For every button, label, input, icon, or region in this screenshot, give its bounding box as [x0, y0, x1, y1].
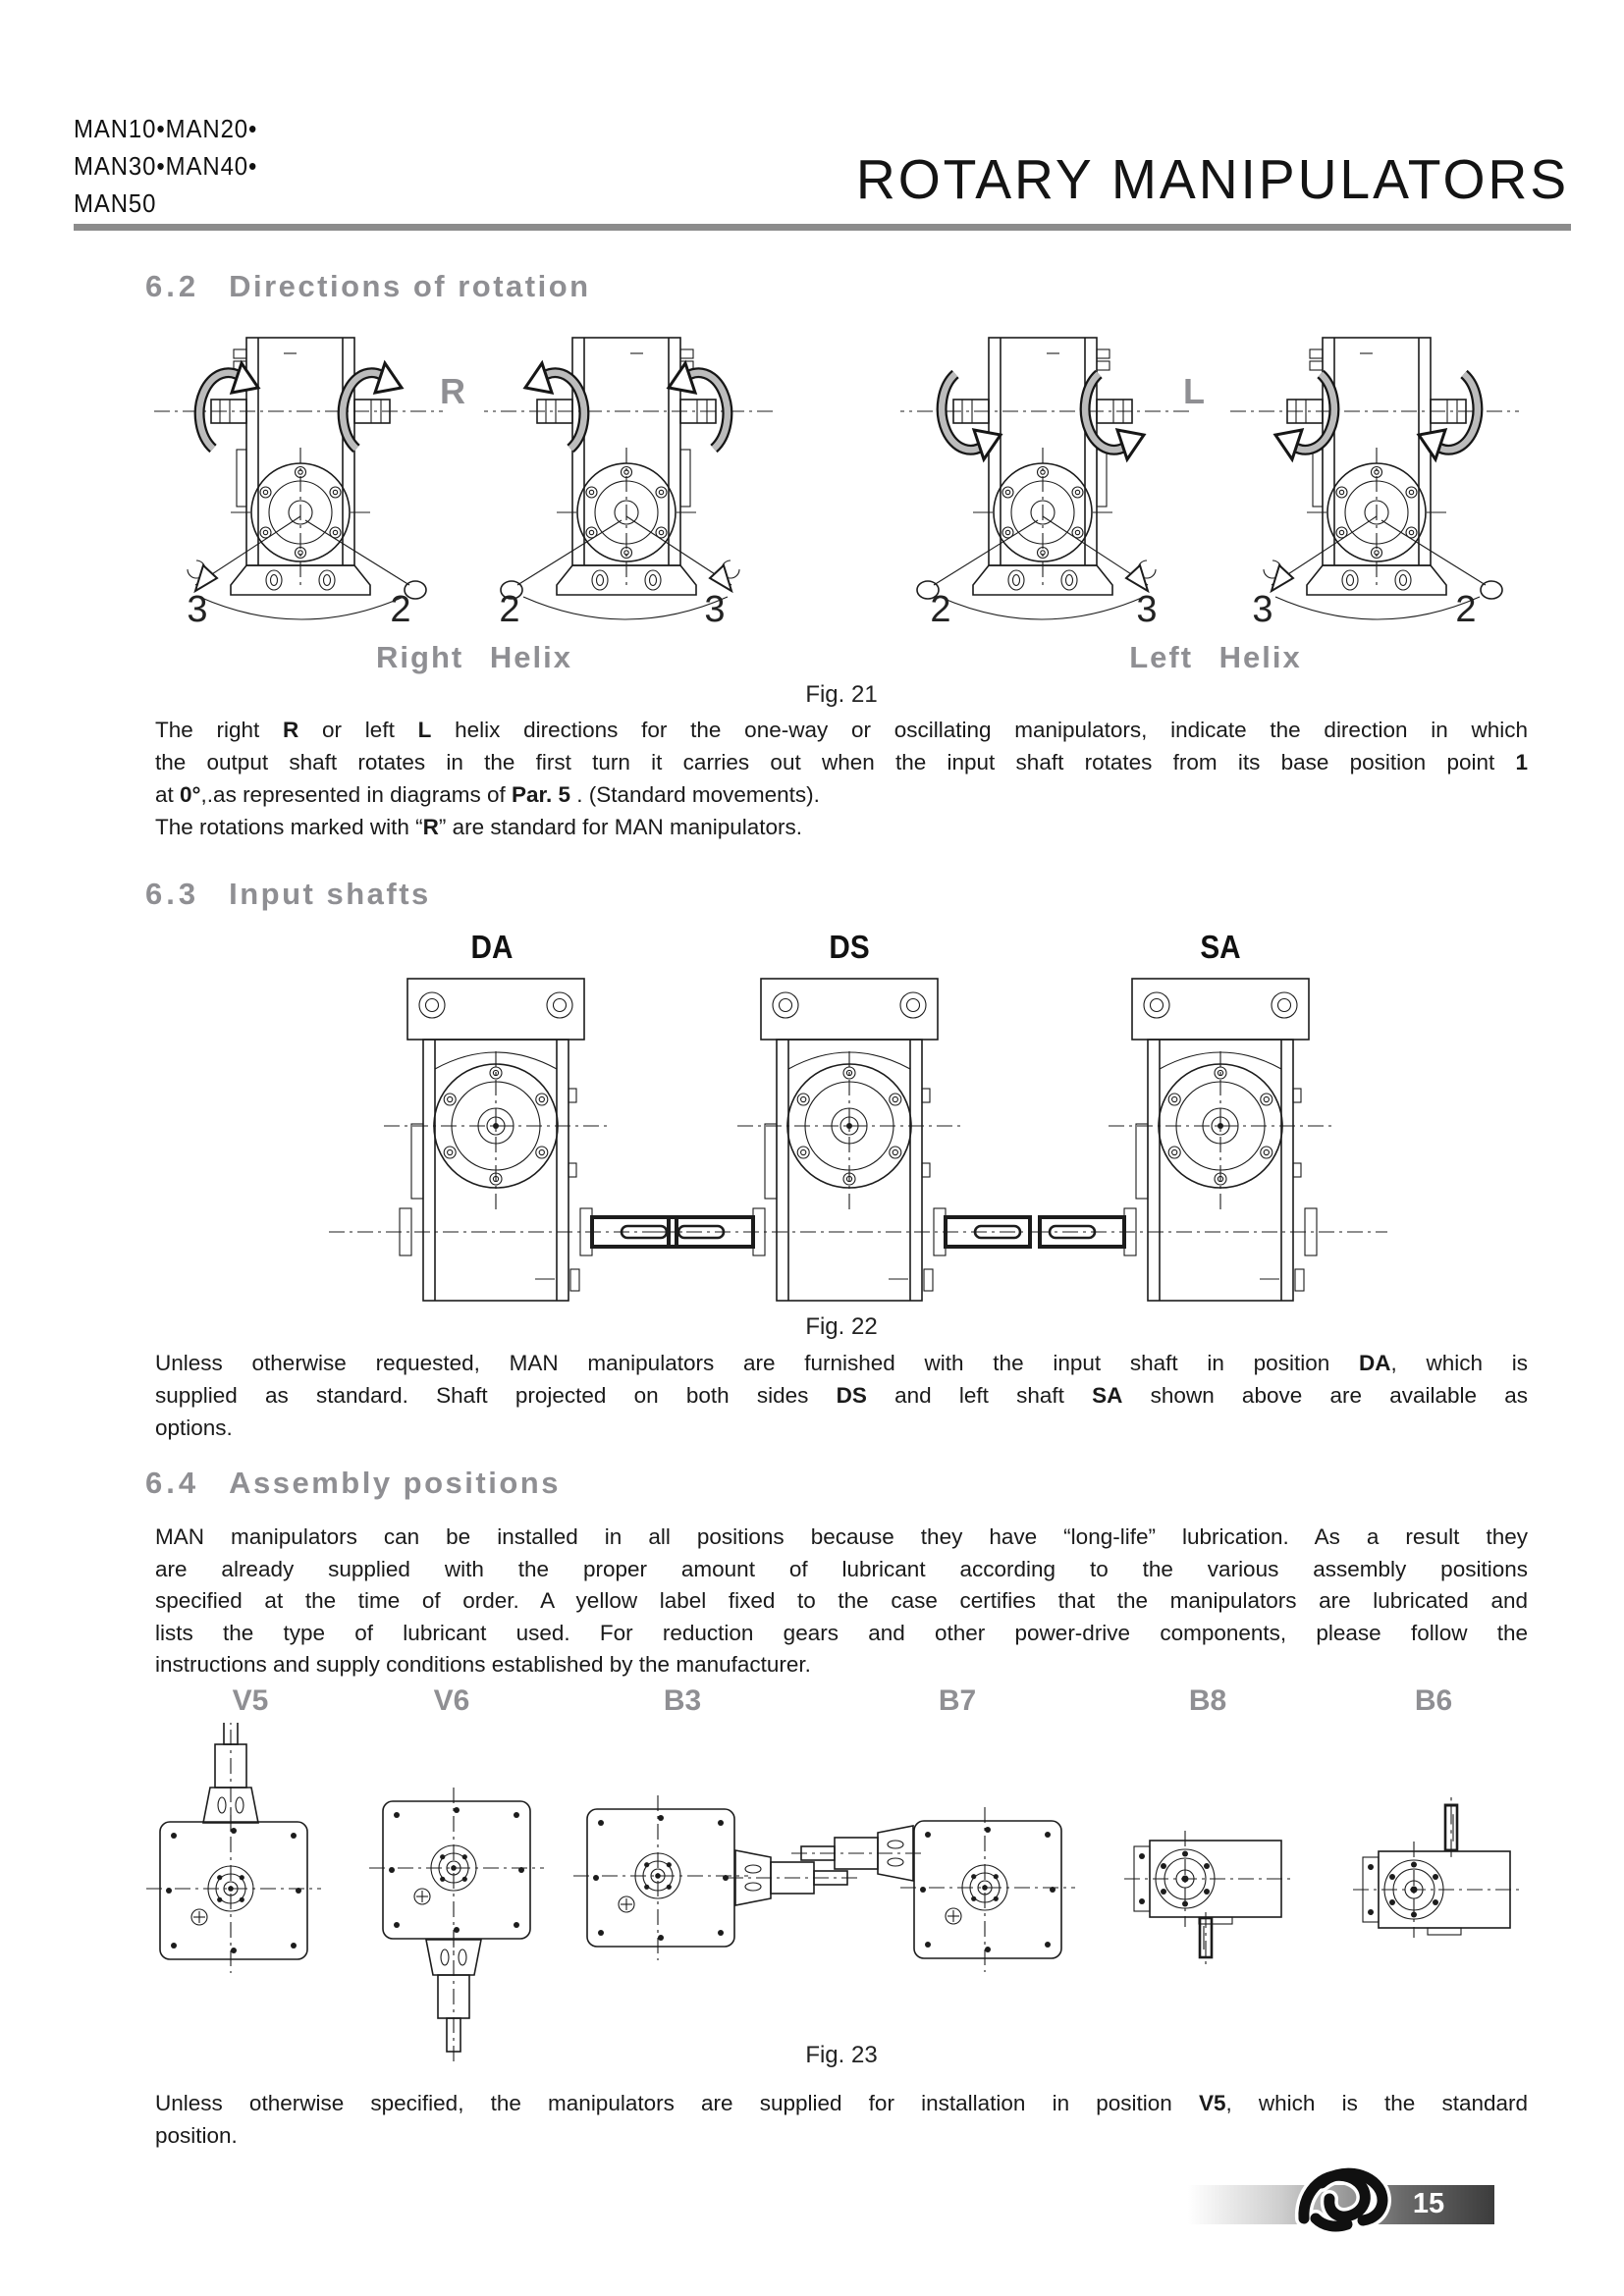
fig21-point-number: 3 — [1252, 589, 1273, 630]
position-label-b6: B6 — [1414, 1684, 1453, 1717]
position-label-v6: V6 — [433, 1684, 470, 1717]
paragraph-line: MAN manipulators can be installed in all positions because they have “long-life” lubrication. As a result they — [155, 1524, 1528, 1549]
section-title: Directions of rotation — [229, 269, 591, 303]
paragraph-fig22 — [155, 1347, 1528, 1444]
paragraph-line: Unless otherwise specified, the manipulators are supplied for installation in position V5, which is the standard — [155, 2091, 1529, 2115]
paragraph-line: The right R or left L helix directions for the one-way or oscillating manipulators, indicate the direction in which — [155, 718, 1529, 742]
left-helix-label: Left Helix — [1129, 640, 1302, 674]
paragraph-line: lists the type of lubricant used. For reduction gears and other power-drive components, please follow the — [155, 1620, 1528, 1645]
paragraph-line: the output shaft rotates in the first turn it carries out when the input shaft rotates from its base position point 1 — [155, 750, 1528, 774]
right-helix-label: Right Helix — [376, 640, 572, 674]
page-title: ROTARY MANIPULATORS — [855, 148, 1569, 211]
fig23-assembly-positions-drawing — [79, 1723, 1551, 2066]
fig23-caption: Fig. 23 — [805, 2042, 878, 2068]
paragraph-assembly — [155, 1522, 1528, 1682]
position-label-v5: V5 — [232, 1684, 269, 1717]
fig21-point-number: 3 — [1136, 589, 1158, 630]
position-label-b3: B3 — [663, 1684, 702, 1717]
paragraph-line: options. — [155, 1415, 233, 1440]
paragraph-line: The rotations marked with “R” are standard for MAN manipulators. — [155, 815, 803, 839]
right-helix-r-label: R — [440, 371, 465, 411]
left-helix-l-label: L — [1183, 371, 1205, 411]
paragraph-line: Unless otherwise requested, MAN manipulators are furnished with the input shaft in position DA, which is — [155, 1351, 1528, 1375]
fig21-unit4-drawing — [1213, 324, 1537, 633]
model-list — [74, 110, 257, 222]
section-title: Input shafts — [229, 877, 431, 911]
page-number: 15 — [1412, 2188, 1445, 2219]
fig21-point-number: 2 — [930, 589, 951, 630]
section-title: Assembly positions — [229, 1466, 561, 1500]
input-shaft-label-ds: DS — [829, 929, 870, 965]
section-heading-6-3 — [145, 877, 431, 912]
fig22-caption: Fig. 22 — [805, 1313, 878, 1340]
paragraph-line: at 0°,.as represented in diagrams of Par. 5 . (Standard movements). — [155, 782, 820, 807]
paragraph-fig23 — [155, 2087, 1528, 2152]
paragraph-line: instructions and supply conditions established by the manufacturer. — [155, 1652, 811, 1677]
fig21-point-number: 3 — [187, 589, 208, 630]
fig21-point-number: 2 — [499, 589, 520, 630]
model-line-3: MAN50 — [74, 188, 157, 218]
position-label-b8: B8 — [1188, 1684, 1227, 1717]
fig21-unit2-drawing — [466, 324, 790, 633]
fig21-point-number: 2 — [1455, 589, 1477, 630]
paragraph-line: specified at the time of order. A yellow label fixed to the case certifies that the manipulators are lubricated and — [155, 1588, 1528, 1613]
model-line-2: MAN30•MAN40• — [74, 151, 258, 181]
fig22-ds-drawing — [653, 974, 1046, 1308]
fig21-unit1-drawing — [136, 324, 460, 633]
paragraph-line: supplied as standard. Shaft projected on both sides DS and left shaft SA shown above are available as — [155, 1383, 1529, 1408]
paragraph-fig21 — [155, 714, 1528, 843]
header-rule — [74, 224, 1571, 231]
fig21-point-number: 3 — [704, 589, 726, 630]
brand-logo-icon — [1288, 2156, 1396, 2238]
input-shaft-label-sa: SA — [1200, 929, 1241, 965]
paragraph-line: position. — [155, 2123, 238, 2148]
section-heading-6-4 — [145, 1466, 561, 1501]
fig21-point-number: 2 — [390, 589, 411, 630]
fig21-caption: Fig. 21 — [805, 681, 878, 708]
section-heading-6-2 — [145, 269, 591, 304]
section-number: 6.3 — [145, 877, 200, 911]
fig21-unit3-drawing — [883, 324, 1207, 633]
input-shaft-label-da: DA — [470, 929, 514, 965]
paragraph-line: are already supplied with the proper amount of lubricant according to the various assembly positions — [155, 1556, 1528, 1581]
section-number: 6.2 — [145, 269, 200, 303]
model-line-1: MAN10•MAN20• — [74, 114, 258, 143]
fig22-da-drawing — [299, 974, 692, 1308]
fig22-sa-drawing — [1024, 974, 1417, 1308]
section-number: 6.4 — [145, 1466, 200, 1500]
position-label-b7: B7 — [938, 1684, 977, 1717]
